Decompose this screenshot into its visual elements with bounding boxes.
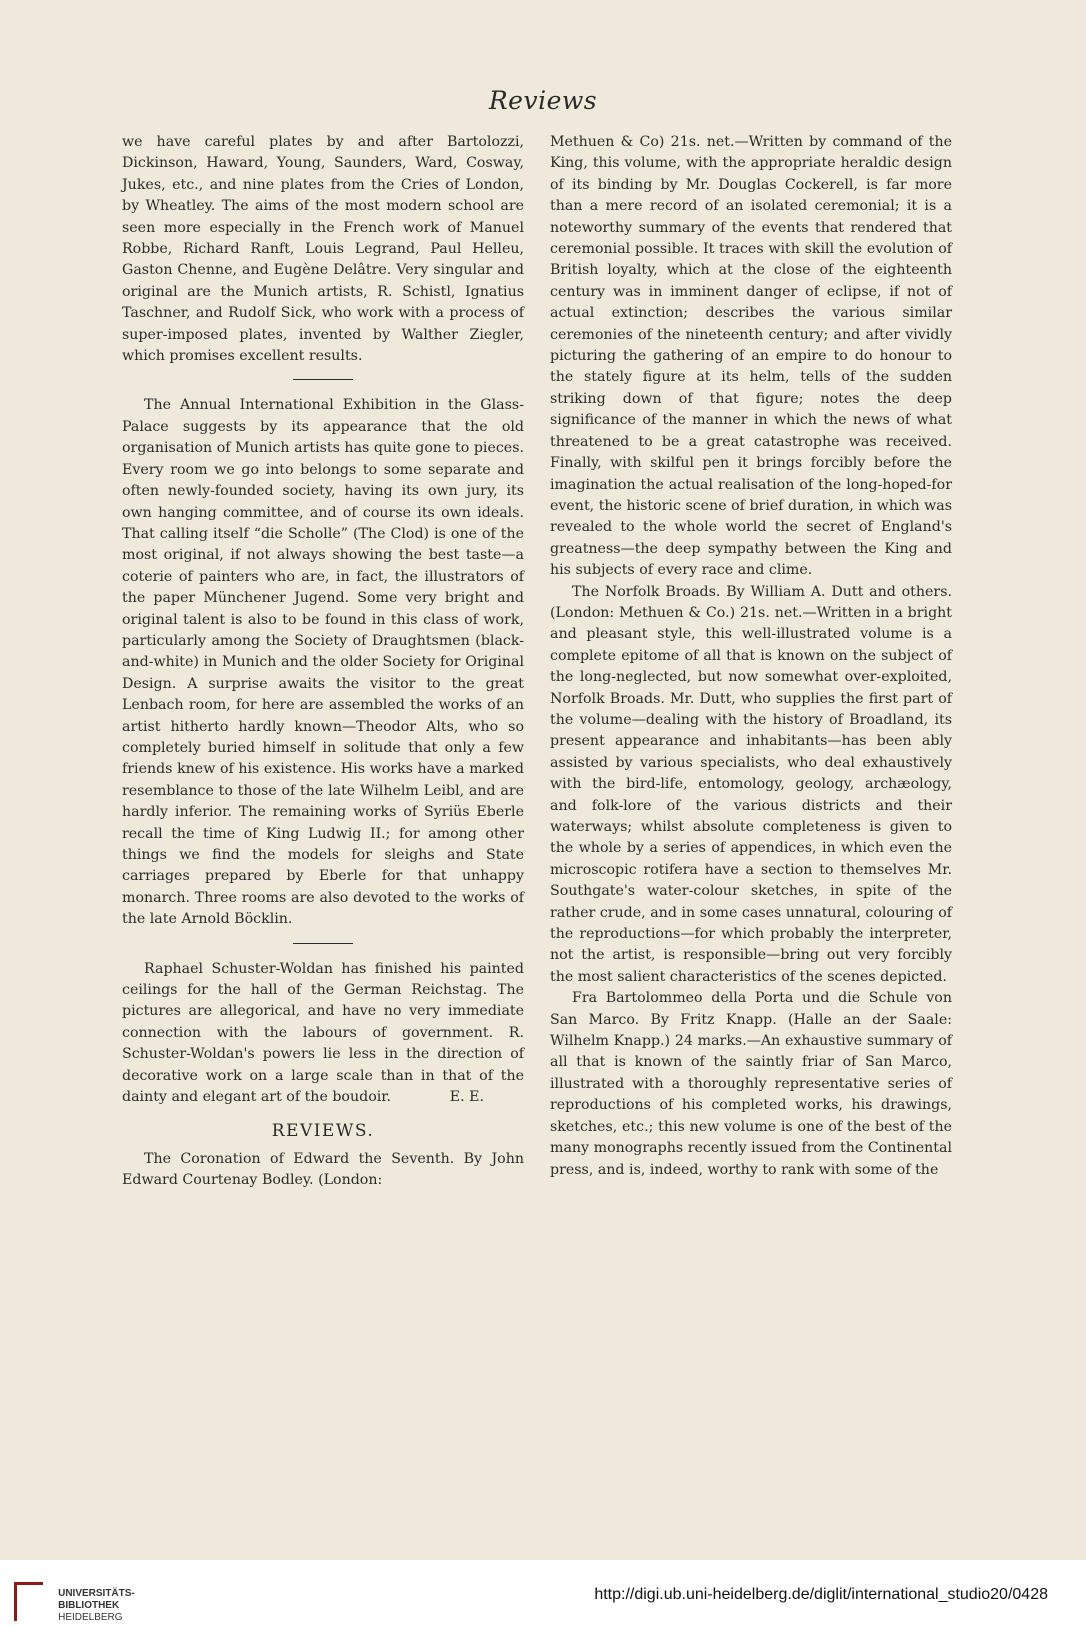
paragraph: Fra Bartolommeo della Porta und die Schule von San Marco. By Fritz Knapp. (Halle an der Saale: Wilhelm Knapp.) 24 marks.—An exhaustive summary of all that is known of the saintly friar of San Marco, illustrated with a thoroughly representative series of reproductions of his completed works, his drawings, sketches, etc.; this new volume is one of the best of the many monographs recently issued from the Continental press, and is, indeed, worthy to rank with some of the xyxy=(550,990,952,1178)
left-column xyxy=(122,132,524,1192)
right-column xyxy=(550,132,952,1181)
library-line: BIBLIOTHEK xyxy=(58,1600,120,1611)
section-title: REVIEWS. xyxy=(271,1121,375,1142)
paragraph xyxy=(122,959,524,1109)
paragraph: we have careful plates by and after Bartolozzi, Dickinson, Haward, Young, Saunders, Ward, Cosway, Jukes, etc., and nine plates from the Cries of London, by Wheatley. The aims of the most modern school are seen more especially in the French work of Manuel Robbe, Richard Ranft, Louis Legrand, Paul Helleu, Gaston Chenne, and Eugène Delâtre. Very singular and original are the Munich artists, R. Schistl, Ignatius Taschner, and Rudolf Sick, who work with a process of super-imposed plates, invented by Walther Ziegler, which promises excellent results. xyxy=(122,134,524,365)
library-line: UNIVERSITÄTS- xyxy=(58,1588,135,1599)
paragraph: The Norfolk Broads. By William A. Dutt and others. (London: Methuen & Co.) 21s. net.—Written in a bright and pleasant style, this well-illustrated volume is a complete epitome of all that is known on the subject of the long-neglected, but now somewhat over-exploited, Norfolk Broads. Mr. Dutt, who supplies the first part of the volume—dealing with the history of Broadland, its present appearance and inhabitants—has been ably assisted by various specialists, who deal exhaustively with the bird-life, entomology, geology, archæology, and folk-lore of the various districts and their waterways; whilst absolute completeness is given to the whole by a series of appendices, in which even the microscopic rotifera have a section to themselves Mr. Southgate's water-colour sketches, in spite of the rather crude, and in some cases unnatural, colouring of the reproductions—for which probably the interpreter, not the artist, is responsible—bring out very forcibly the most salient characteristics of the scenes depicted. xyxy=(550,583,952,985)
paragraph: The Annual International Exhibition in the Glass-Palace suggests by its appearance that the old organisation of Munich artists has quite gone to pieces. Every room we go into belongs to some separate and often newly-founded society, having its own jury, its own hanging committee, and of course its own ideals. That calling itself “die Scholle” (The Clod) is one of the most original, if not always showing the best taste—a coterie of painters who are, in fact, the illustrators of the paper Münchener Jugend. Some very bright and original talent is also to be found in this class of work, particularly among the Society of Draughtsmen (black-and-white) in Munich and the older Society for Original Design. A surprise awaits the visitor to the great Lenbach room, for here are assembled the works of an artist hitherto hardly known—Theodor Alts, who so completely buried himself in solitude that only a few friends knew of his existence. His works have a marked resemblance to those of the late Wilhelm Leibl, and are hardly inferior. The remaining works of Syriüs Eberle recall the time of King Ludwig II.; for among other things we find the models for sleighs and State carriages prepared by Eberle for that unhappy monarch. Three rooms are also devoted to the works of the late Arnold Böcklin. xyxy=(122,397,524,928)
library-logo-icon xyxy=(14,1582,43,1621)
section-divider xyxy=(293,943,353,944)
viewer-footer xyxy=(0,1560,1086,1652)
paragraph: The Coronation of Edward the Seventh. By John Edward Courtenay Bodley. (London: xyxy=(122,1150,524,1189)
paragraph-text: Raphael Schuster-Woldan has finished his painted ceilings for the hall of the German Reichstag. The pictures are allegorical, and have no very immediate connection with the labours of government. R. Schuster-Woldan's powers lie less in the direction of decorative work on a large scale than in that of the dainty and elegant art of the boudoir. xyxy=(122,960,524,1106)
library-logo xyxy=(14,1582,135,1624)
library-line: HEIDELBERG xyxy=(58,1612,123,1623)
running-title: Reviews xyxy=(488,86,598,115)
author-signature: E. E. xyxy=(449,1089,484,1106)
library-name xyxy=(58,1588,135,1624)
source-url-link[interactable]: http://digi.ub.uni-heidelberg.de/diglit/international_studio20/0428 xyxy=(594,1586,1048,1603)
paragraph: Methuen & Co) 21s. net.—Written by command of the King, this volume, with the appropriate heraldic design of its binding by Mr. Douglas Cockerell, is far more than a mere record of an isolated ceremonial; it is a noteworthy summary of the events that rendered that ceremonial possible. It traces with skill the evolution of British loyalty, which at the close of the eighteenth century was in imminent danger of eclipse, if not of actual extinction; describes the various similar ceremonies of the nineteenth century; and after vividly picturing the gathering of an empire to do honour to the stately figure at its helm, tells of the sudden striking down of that figure; notes the deep significance of the manner in which the news of what threatened to be a great catastrophe was received. Finally, with skilful pen it brings forcibly before the imagination the actual realisation of the long-hoped-for event, the historic scene of brief duration, in which was revealed to the whole world the secret of England's greatness—the deep sympathy between the King and his subjects of every race and clime. xyxy=(550,134,952,579)
section-divider xyxy=(293,379,353,380)
